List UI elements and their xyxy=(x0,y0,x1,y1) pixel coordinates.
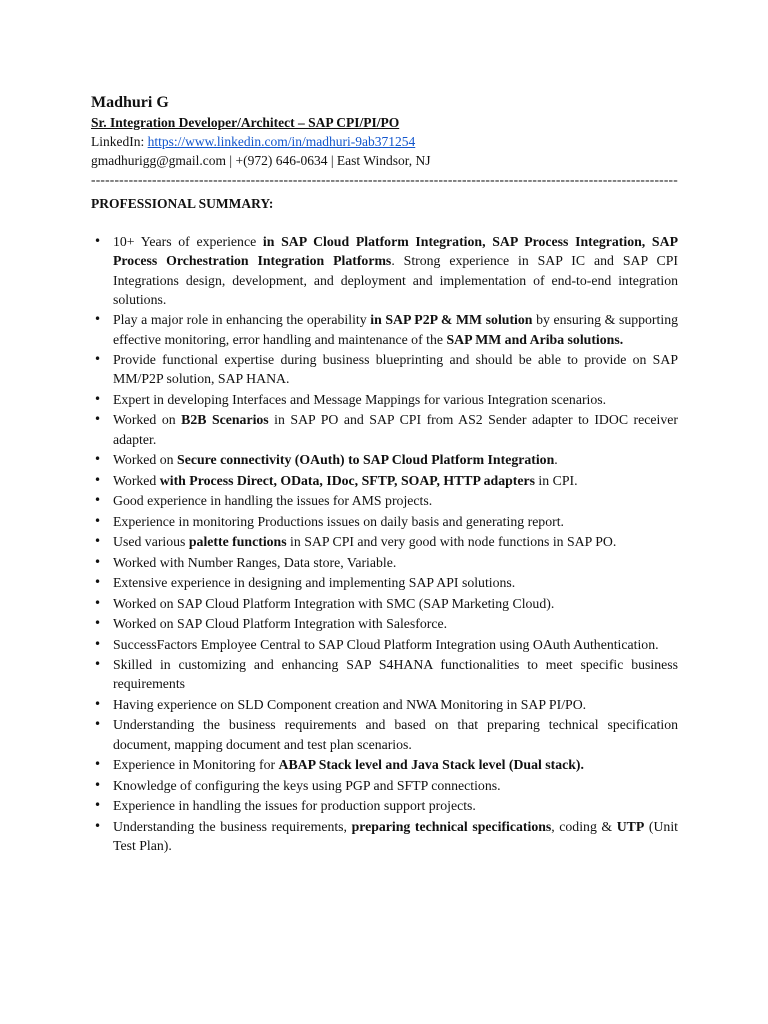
summary-bullet xyxy=(91,715,678,754)
summary-bullet xyxy=(91,450,678,469)
linkedin-link[interactable]: https://www.linkedin.com/in/madhuri-9ab371254 xyxy=(147,134,416,149)
bullet-text: , coding & xyxy=(551,818,617,834)
summary-bullet xyxy=(91,594,678,613)
bullet-text: Worked on SAP Cloud Platform Integration with SMC (SAP Marketing Cloud). xyxy=(113,595,555,611)
summary-bullet xyxy=(91,817,678,856)
summary-bullet xyxy=(91,390,678,409)
bullet-text: Good experience in handling the issues for AMS projects. xyxy=(113,493,433,509)
summary-bullet xyxy=(91,655,678,694)
section-heading-summary: PROFESSIONAL SUMMARY: xyxy=(91,196,274,211)
bullet-text: by ensuring & supporting effective monitoring, error handling and maintenance of the xyxy=(113,312,678,347)
candidate-name: Madhuri G xyxy=(91,94,169,111)
bullet-bold-text: SAP MM and Ariba solutions. xyxy=(446,331,624,347)
summary-bullet xyxy=(91,553,678,572)
bullet-text: Worked on SAP Cloud Platform Integration with Salesforce. xyxy=(113,616,448,632)
summary-bullet xyxy=(91,776,678,795)
summary-bullet xyxy=(91,232,678,309)
bullet-text: . xyxy=(554,452,558,468)
bullet-text: Having experience on SLD Component creation and NWA Monitoring in SAP PI/PO. xyxy=(113,696,587,712)
bullet-text: SuccessFactors Employee Central to SAP Cloud Platform Integration using OAuth Authentication. xyxy=(113,636,659,652)
bullet-text: Extensive experience in designing and implementing SAP API solutions. xyxy=(113,575,516,591)
bullet-text: Understanding the business requirements and based on that preparing technical specification document, mapping document and test plan scenarios. xyxy=(113,717,678,752)
bullet-bold-text: B2B Scenarios xyxy=(181,412,269,428)
summary-list xyxy=(91,232,678,856)
summary-bullet xyxy=(91,310,678,349)
bullet-text: (Unit Test Plan). xyxy=(113,818,678,853)
bullet-text: Used various xyxy=(113,534,189,550)
bullet-text: Worked on xyxy=(113,452,178,468)
bullet-text: Worked xyxy=(113,472,160,488)
summary-bullet xyxy=(91,512,678,531)
summary-bullet xyxy=(91,635,678,654)
summary-bullet xyxy=(91,614,678,633)
linkedin-line xyxy=(91,132,681,151)
job-title: Sr. Integration Developer/Architect – SAP CPI/PI/PO xyxy=(91,115,400,130)
summary-bullet xyxy=(91,410,678,449)
bullet-text: in SAP PO and SAP CPI from AS2 Sender adapter to IDOC receiver adapter. xyxy=(113,412,678,447)
bullet-bold-text: in SAP Cloud Platform Integration, SAP Process Integration, SAP Process Orchestration Integration Platforms xyxy=(113,234,679,269)
bullet-text: Knowledge of configuring the keys using PGP and SFTP connections. xyxy=(113,777,501,793)
bullet-text: Experience in Monitoring for xyxy=(113,757,279,773)
bullet-bold-text: preparing technical specifications xyxy=(351,818,552,834)
bullet-text: Experience in monitoring Productions issues on daily basis and generating report. xyxy=(113,513,564,529)
summary-bullet xyxy=(91,755,678,774)
divider-line: ----------------------------------------------------------------------------------------------------------------------------- xyxy=(91,172,678,187)
bullet-text: in SAP CPI and very good with node functions in SAP PO. xyxy=(286,534,617,550)
summary-bullet xyxy=(91,532,678,551)
bullet-text: . Strong experience in SAP IC and SAP CPI Integrations design, development, and deployment and implementation of end-to-end integration solutions. xyxy=(113,253,678,307)
summary-bullet xyxy=(91,350,678,389)
summary-bullet xyxy=(91,491,678,510)
bullet-bold-text: UTP xyxy=(616,818,645,834)
bullet-text: Expert in developing Interfaces and Message Mappings for various Integration scenarios. xyxy=(113,391,607,407)
bullet-text: Skilled in customizing and enhancing SAP S4HANA functionalities to meet specific business requirements xyxy=(113,657,678,692)
bullet-bold-text: palette functions xyxy=(188,534,287,550)
bullet-bold-text: Secure connectivity (OAuth) to SAP Cloud Platform Integration xyxy=(177,452,555,468)
summary-bullet xyxy=(91,573,678,592)
bullet-text: Play a major role in enhancing the operability xyxy=(113,312,371,328)
bullet-text: Provide functional expertise during business blueprinting and should be able to provide on SAP MM/P2P solution, SAP HANA. xyxy=(113,352,678,387)
summary-bullet xyxy=(91,796,678,815)
linkedin-label: LinkedIn: xyxy=(91,134,148,149)
bullet-text: Experience in handling the issues for production support projects. xyxy=(113,798,476,814)
bullet-bold-text: ABAP Stack level and Java Stack level (Dual stack). xyxy=(278,757,584,773)
resume-header xyxy=(91,93,681,213)
bullet-text: Worked with Number Ranges, Data store, Variable. xyxy=(113,554,397,570)
bullet-text: Understanding the business requirements, xyxy=(113,818,352,834)
contact-info: gmadhurigg@gmail.com | +(972) 646-0634 | East Windsor, NJ xyxy=(91,153,431,168)
bullet-text: in CPI. xyxy=(534,472,578,488)
bullet-text: 10+ Years of experience xyxy=(113,234,263,249)
summary-bullet xyxy=(91,695,678,714)
summary-bullet xyxy=(91,471,678,490)
bullet-bold-text: with Process Direct, OData, IDoc, SFTP, SOAP, HTTP adapters xyxy=(159,472,535,488)
bullet-bold-text: in SAP P2P & MM solution xyxy=(370,312,533,328)
bullet-text: Worked on xyxy=(113,412,182,428)
